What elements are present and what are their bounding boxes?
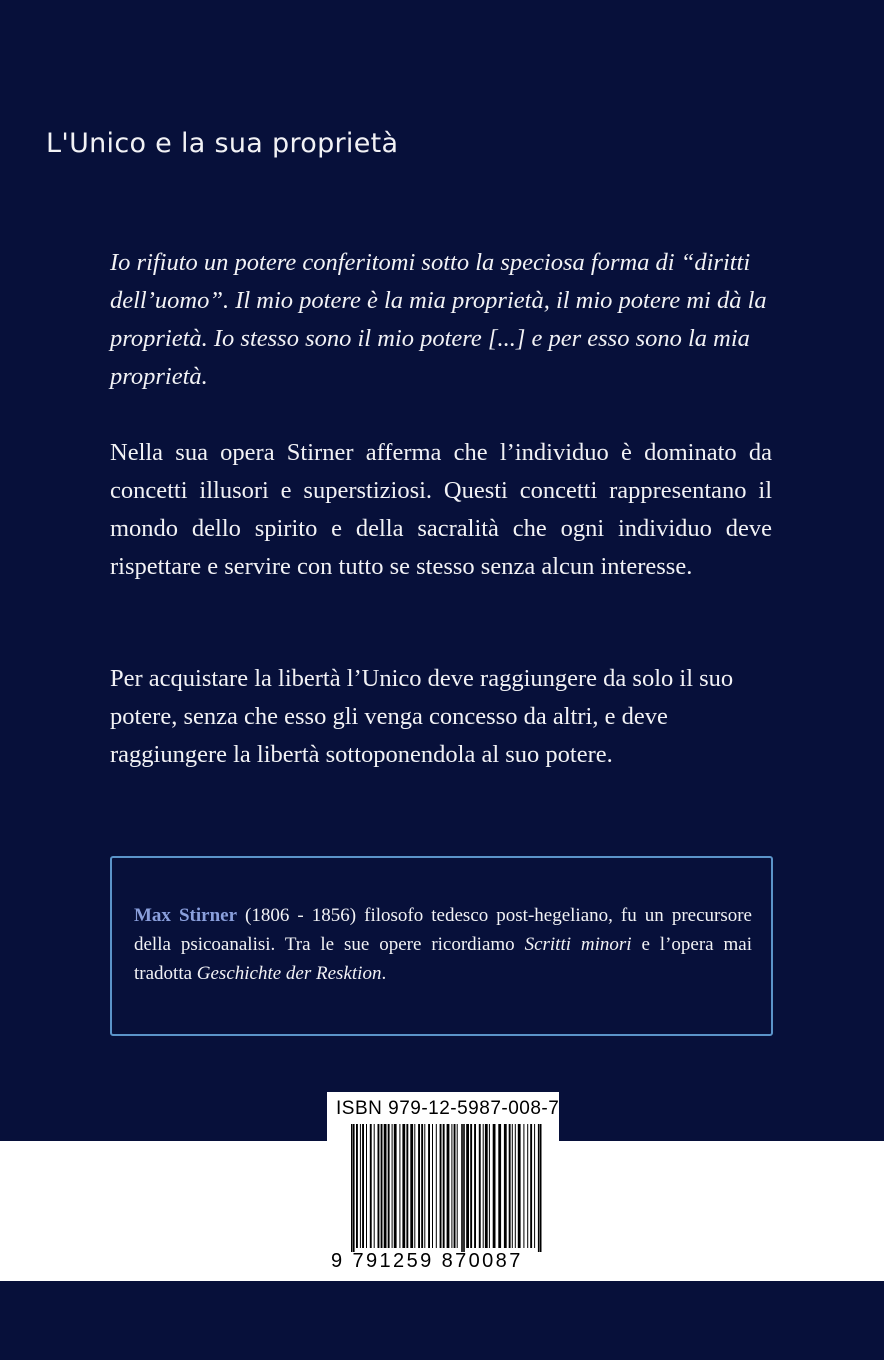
book-title: L'Unico e la sua proprietà bbox=[46, 128, 399, 159]
isbn-label: ISBN 979-12-5987-008-7 bbox=[336, 1098, 560, 1119]
bio-text-part-1: (1806 - 1856) filosofo tedesco post-hegeliano, fu un precursore della psicoanalisi. Tra le sue opere ricordiamo bbox=[134, 905, 752, 955]
bio-work-title-1: Scritti minori bbox=[524, 934, 632, 955]
author-bio-box bbox=[110, 856, 773, 1036]
author-name: Max Stirner bbox=[134, 905, 238, 926]
bio-work-title-2: Geschichte der Resktion bbox=[196, 963, 382, 984]
description-paragraph-1: Nella sua opera Stirner afferma che l’individuo è dominato da concetti illusori e superstiziosi. Questi concetti rappresentano il mondo dello spirito e della sacralità che ogni individuo deve rispettare e servire con tutto se stesso senza alcun interesse. bbox=[110, 439, 772, 580]
barcode-digits: 9 791259 870087 bbox=[331, 1250, 523, 1272]
isbn-barcode bbox=[327, 1092, 559, 1280]
bio-text-part-2: e l’opera mai tradotta bbox=[134, 934, 752, 984]
author-bio-text bbox=[134, 901, 752, 988]
bio-text-part-3: . bbox=[381, 963, 387, 984]
description-paragraph-2: Per acquistare la libertà l’Unico deve raggiungere da solo il suo potere, senza che esso gli venga concesso da altri, e deve raggiungere la libertà sottoponendola al suo potere. bbox=[110, 665, 734, 768]
epigraph-quote: Io rifiuto un potere conferitomi sotto la speciosa forma di “diritti dell’uomo”. Il mio potere è la mia proprietà, il mio potere mi dà la proprietà. Io stesso sono il mio potere [...] e per esso sono la mia proprietà. bbox=[110, 249, 767, 390]
barcode-bars bbox=[327, 1122, 559, 1252]
